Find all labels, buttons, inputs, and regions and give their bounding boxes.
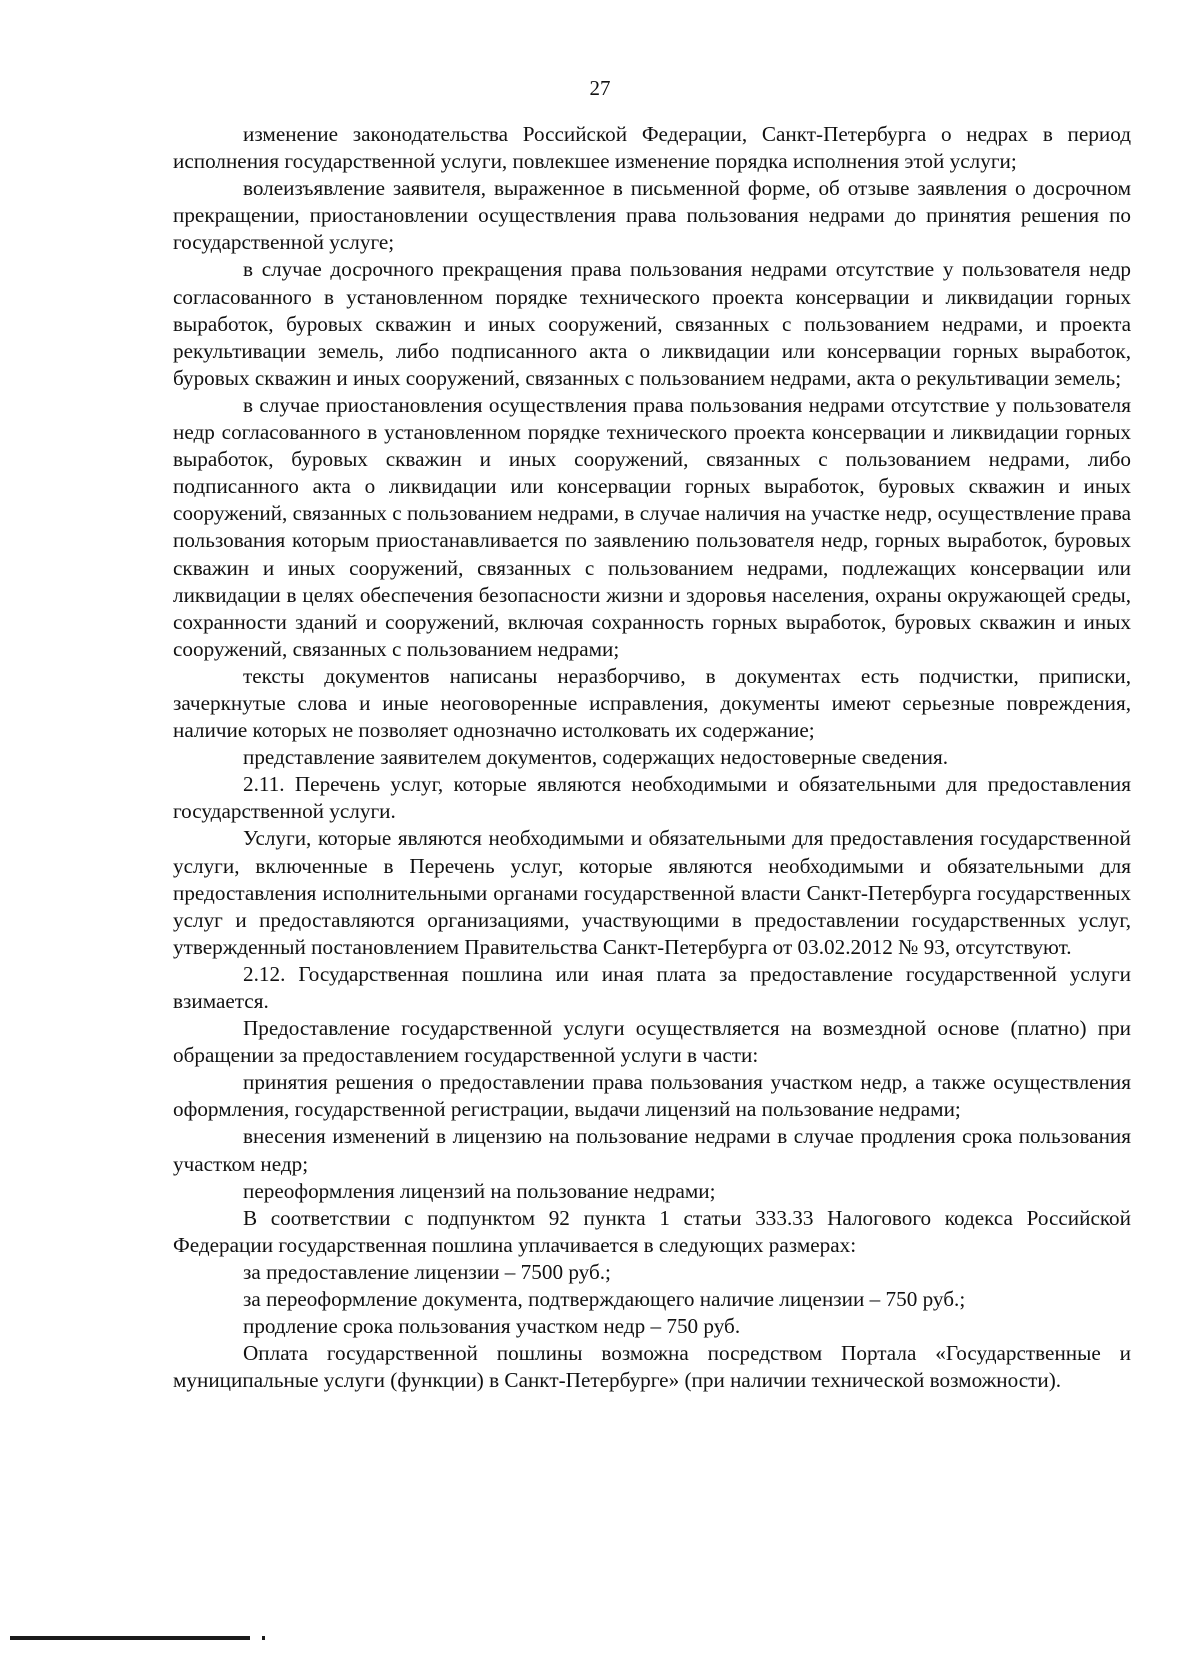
paragraph: Предоставление государственной услуги осуществляется на возмездной основе (платно) при обращении за предоставлением государственной услуги в части: xyxy=(173,1016,1131,1068)
footer-mark xyxy=(262,1636,265,1640)
paragraph: внесения изменений в лицензию на пользование недрами в случае продления срока пользования участком недр; xyxy=(173,1124,1131,1176)
paragraph: Услуги, которые являются необходимыми и обязательными для предоставления государственной услуги, включенные в Перечень услуг, которые являются необходимыми и обязательными для предоставления исполнительными органами государственной власти Санкт-Петербурга государственных услуг и предоставляются организациями, участвующими в предоставлении государственных услуг, утвержденный постановлением Правительства Санкт-Петербурга от 03.02.2012 № 93, отсутствуют. xyxy=(173,826,1131,959)
fee-item: за предоставление лицензии – 7500 руб.; xyxy=(243,1259,611,1284)
paragraph: в случае досрочного прекращения права пользования недрами отсутствие у пользователя недр согласованного в установленном порядке технического проекта консервации и ликвидации горных выработок, буровых скважин и иных сооружений, связанных с пользованием недрами, и проекта рекультивации земель, либо подписанного акта о ликвидации или консервации горных выработок, буровых скважин и иных сооружений, связанных с пользованием недрами, акта о рекультивации земель; xyxy=(173,257,1131,390)
fee-item: за переоформление документа, подтверждающего наличие лицензии – 750 руб.; xyxy=(243,1287,966,1312)
fee-item: продление срока пользования участком недр – 750 руб. xyxy=(243,1314,741,1339)
paragraph: изменение законодательства Российской Федерации, Санкт-Петербурга о недрах в период исполнения государственной услуги, повлекшее изменение порядка исполнения этой услуги; xyxy=(173,122,1131,174)
document-body xyxy=(173,121,1131,1394)
section-heading: 2.12. Государственная пошлина или иная плата за предоставление государственной услуги взимается. xyxy=(173,961,1131,1013)
paragraph: тексты документов написаны неразборчиво, в документах есть подчистки, приписки, зачеркнутые слова и иные неоговоренные исправления, документы имеют серьезные повреждения, наличие которых не позволяет однозначно истолковать их содержание; xyxy=(173,663,1131,743)
paragraph: В соответствии с подпунктом 92 пункта 1 статьи 333.33 Налогового кодекса Российской Федерации государственная пошлина уплачивается в следующих размерах: xyxy=(173,1205,1131,1257)
paragraph: принятия решения о предоставлении права пользования участком недр, а также осуществления оформления, государственной регистрации, выдачи лицензий на пользование недрами; xyxy=(173,1070,1131,1122)
paragraph: волеизъявление заявителя, выраженное в письменной форме, об отзыве заявления о досрочном прекращении, приостановлении осуществления права пользования недрами до принятия решения по государственной услуге; xyxy=(173,176,1131,255)
footer-rule xyxy=(10,1636,250,1640)
page-number: 27 xyxy=(589,76,611,100)
paragraph: представление заявителем документов, содержащих недостоверные сведения. xyxy=(243,745,949,770)
paragraph: в случае приостановления осуществления права пользования недрами отсутствие у пользователя недр согласованного в установленном порядке технического проекта консервации и ликвидации горных выработок, буровых скважин и иных сооружений, связанных с пользованием недрами, либо подписанного акта о ликвидации или консервации горных выработок, буровых скважин и иных сооружений, связанных с пользованием недрами, в случае наличия на участке недр, осуществление права пользования которым приостанавливается по заявлению пользователя недр, горных выработок, буровых скважин и иных сооружений, связанных с пользованием недрами, подлежащих консервации или ликвидации в целях обеспечения безопасности жизни и здоровья населения, охраны окружающей среды, сохранности зданий и сооружений, включая сохранность горных выработок, буровых скважин и иных сооружений, связанных с пользованием недрами; xyxy=(173,392,1131,661)
paragraph: Оплата государственной пошлины возможна посредством Портала «Государственные и муниципальные услуги (функции) в Санкт-Петербурге» (при наличии технической возможности). xyxy=(173,1341,1131,1393)
section-heading: 2.11. Перечень услуг, которые являются необходимыми и обязательными для предоставления государственной услуги. xyxy=(173,772,1131,824)
paragraph: переоформления лицензий на пользование недрами; xyxy=(243,1178,716,1203)
